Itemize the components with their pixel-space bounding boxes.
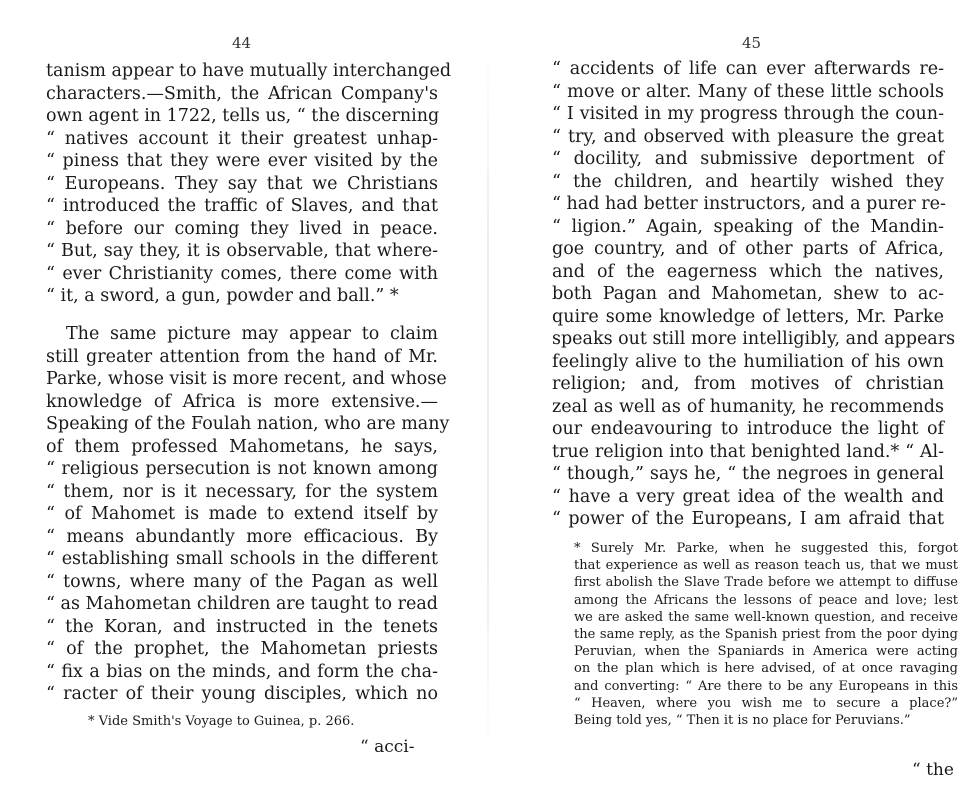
catchword-left: “ acci- <box>360 737 415 757</box>
footnote-line: * Vide Smith's Voyage to Guinea, p. 266. <box>88 714 355 729</box>
catchword-right: “ the <box>912 760 954 780</box>
text-line: * Surely Mr. Parke, when he suggested this, forgot <box>574 541 958 556</box>
text-line: “ it, a sword, a gun, powder and ball.” * <box>46 286 399 306</box>
left-page <box>0 0 488 787</box>
text-line: “ of the prophet, the Mahometan priests <box>46 639 438 659</box>
text-line: “ Heaven, where you wish me to secure a place?” <box>574 695 958 711</box>
right-page <box>492 0 980 787</box>
text-line: the same reply, as the Spanish priest from the poor dying <box>574 626 958 642</box>
text-line: Parke, whose visit is more recent, and whose <box>46 369 447 389</box>
text-line: quire some knowledge of letters, Mr. Parke <box>552 306 944 327</box>
text-line: The same picture may appear to claim <box>66 324 438 344</box>
text-line: “ introduced the traffic of Slaves, and that <box>46 196 438 216</box>
right-footnote <box>574 540 958 729</box>
text-line: on the plan which is here advised, of at once ravaging <box>574 661 958 677</box>
text-line: “ I visited in my progress through the coun- <box>552 104 944 124</box>
text-line: knowledge of Africa is more extensive.— <box>46 391 438 412</box>
text-line: “ before our coming they lived in peace. <box>46 218 438 239</box>
text-line: “ religious persecution is not known among <box>46 459 438 479</box>
text-line: “ the Koran, and instructed in the tenets <box>46 616 438 637</box>
text-line: of them professed Mahometans, he says, <box>46 436 438 457</box>
text-line: feelingly alive to the humiliation of his own <box>552 351 944 372</box>
left-paragraph-1 <box>46 60 452 308</box>
right-paragraph <box>552 58 956 531</box>
page-number-right: 45 <box>742 34 762 52</box>
text-line: zeal as well as of humanity, he recommends <box>552 396 944 417</box>
text-line: “ power of the Europeans, I am afraid that <box>552 509 944 529</box>
page-number-left: 44 <box>232 34 252 52</box>
text-line: our endeavouring to introduce the light of <box>552 419 944 439</box>
text-line: characters.—Smith, the African Company's <box>46 83 438 104</box>
text-line: “ establishing small schools in the different <box>46 549 438 569</box>
text-line: among the Africans the lessons of peace and love; lest <box>574 592 958 608</box>
left-footnote <box>88 713 388 730</box>
text-line: “ docility, and submissive deportment of <box>552 149 944 169</box>
text-line: religion; and, from motives of christian <box>552 374 944 394</box>
text-line: “ fix a bias on the minds, and form the cha- <box>46 661 438 682</box>
text-line: first abolish the Slave Trade before we attempt to diffuse <box>574 575 958 591</box>
text-line: and of the eagerness which the natives, <box>552 261 944 282</box>
text-line: “ towns, where many of the Pagan as well <box>46 571 438 592</box>
text-line: both Pagan and Mahometan, shew to ac- <box>552 284 944 304</box>
text-line: “ the children, and heartily wished they <box>552 171 944 192</box>
text-line: tanism appear to have mutually interchanged <box>46 61 452 81</box>
text-line: “ of Mahomet is made to extend itself by <box>46 504 438 524</box>
text-line: “ ever Christianity comes, there come with <box>46 263 438 284</box>
text-line: that experience as well as reason teach us, that we must <box>574 558 958 574</box>
text-line: “ Europeans. They say that we Christians <box>46 173 438 194</box>
text-line: “ means abundantly more efficacious. By <box>46 526 438 547</box>
text-line: “ racter of their young disciples, which no <box>46 684 438 704</box>
text-line: “ ligion.” Again, speaking of the Mandin- <box>552 216 944 237</box>
text-line: “ piness that they were ever visited by the <box>46 151 438 171</box>
text-line: Speaking of the Foulah nation, who are many <box>46 414 450 434</box>
text-line: own agent in 1722, tells us, “ the discerning <box>46 106 440 126</box>
text-line: “ as Mahometan children are taught to read <box>46 594 438 614</box>
text-line: “ accidents of life can ever afterwards re- <box>552 59 944 79</box>
text-line: “ move or alter. Many of these little schools <box>552 81 944 102</box>
text-line: we are asked the same well-known question, and receive <box>574 609 958 625</box>
text-line: “ have a very great idea of the wealth and <box>552 486 944 507</box>
text-line: and converting: “ Are there to be any Europeans in this <box>574 678 958 694</box>
text-line: true religion into that benighted land.* “ Al- <box>552 441 944 462</box>
text-line: speaks out still more intelligibly, and appears <box>552 329 956 349</box>
text-line: goe country, and of other parts of Africa, <box>552 239 944 259</box>
left-paragraph-2 <box>46 323 450 706</box>
text-line: “ them, nor is it necessary, for the system <box>46 481 438 502</box>
text-line: Being told yes, “ Then it is no place for Peruvians.” <box>574 712 911 728</box>
text-line: Peruvian, when the Spaniards in America were acting <box>574 644 958 660</box>
text-line: “ had had better instructors, and a purer re- <box>552 194 946 214</box>
text-line: “ But, say they, it is observable, that where- <box>46 241 438 261</box>
text-line: “ though,” says he, “ the negroes in general <box>552 464 944 484</box>
text-line: “ natives account it their greatest unhap- <box>46 128 438 149</box>
text-line: still greater attention from the hand of Mr. <box>46 346 438 367</box>
text-line: “ try, and observed with pleasure the great <box>552 126 944 147</box>
book-gutter <box>487 40 489 760</box>
